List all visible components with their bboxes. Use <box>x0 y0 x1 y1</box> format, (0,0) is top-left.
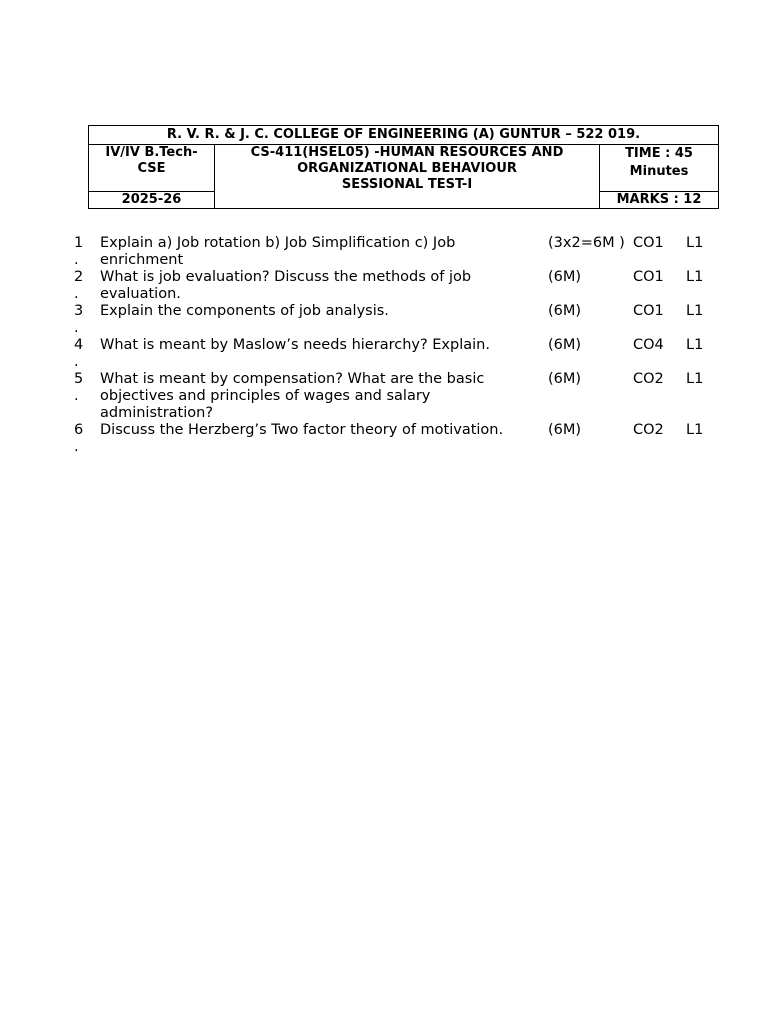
question-number: 5 . <box>74 371 84 404</box>
question-marks: (6M) <box>548 303 582 319</box>
class-name: IV/IV B.Tech-CSE <box>89 145 215 192</box>
question-text: What is meant by Maslow’s needs hierarchy? Explain. <box>100 337 490 353</box>
exam-header-table <box>88 125 719 209</box>
question-list <box>70 235 720 456</box>
question-text: Discuss the Herzberg’s Two factor theory of motivation. <box>100 422 504 438</box>
test-name: SESSIONAL TEST-I <box>341 177 473 192</box>
total-marks: MARKS : 12 <box>600 192 719 209</box>
question-number: 6 . <box>74 422 84 455</box>
course-title-line1: CS-411(HSEL05) -HUMAN RESOURCES AND <box>250 145 564 160</box>
question-row <box>70 269 720 303</box>
course-outcome: CO1 <box>633 303 664 319</box>
course-outcome: CO2 <box>633 371 664 387</box>
course-outcome: CO1 <box>633 269 664 285</box>
question-marks: (6M) <box>548 371 582 387</box>
blooms-level: L1 <box>686 422 704 438</box>
academic-year: 2025-26 <box>89 192 215 209</box>
college-name: R. V. R. & J. C. COLLEGE OF ENGINEERING (A) GUNTUR – 522 019. <box>89 126 719 145</box>
question-marks: (3x2=6M ) <box>548 235 625 251</box>
question-number: 2 . <box>74 269 84 302</box>
question-marks: (6M) <box>548 337 582 353</box>
blooms-level: L1 <box>686 337 704 353</box>
course-title-line2: ORGANIZATIONAL BEHAVIOUR <box>297 161 517 176</box>
question-text: What is meant by compensation? What are the basic objectives and principles of wages and salary administration? <box>100 371 485 421</box>
course-outcome: CO2 <box>633 422 664 438</box>
question-text: Explain the components of job analysis. <box>100 303 389 319</box>
blooms-level: L1 <box>686 235 704 251</box>
question-marks: (6M) <box>548 269 582 285</box>
course-title <box>215 145 600 209</box>
exam-time: TIME : 45 Minutes <box>600 145 719 192</box>
question-number: 3 . <box>74 303 84 336</box>
question-text: What is job evaluation? Discuss the methods of job evaluation. <box>100 269 472 302</box>
question-row <box>70 371 720 422</box>
course-outcome: CO1 <box>633 235 664 251</box>
question-marks: (6M) <box>548 422 582 438</box>
question-text: Explain a) Job rotation b) Job Simplification c) Job enrichment <box>100 235 456 268</box>
blooms-level: L1 <box>686 269 704 285</box>
question-number: 1 . <box>74 235 84 268</box>
question-row <box>70 235 720 269</box>
blooms-level: L1 <box>686 371 704 387</box>
question-number: 4 . <box>74 337 84 370</box>
question-row <box>70 337 720 371</box>
question-row <box>70 422 720 456</box>
blooms-level: L1 <box>686 303 704 319</box>
question-row <box>70 303 720 337</box>
course-outcome: CO4 <box>633 337 664 353</box>
